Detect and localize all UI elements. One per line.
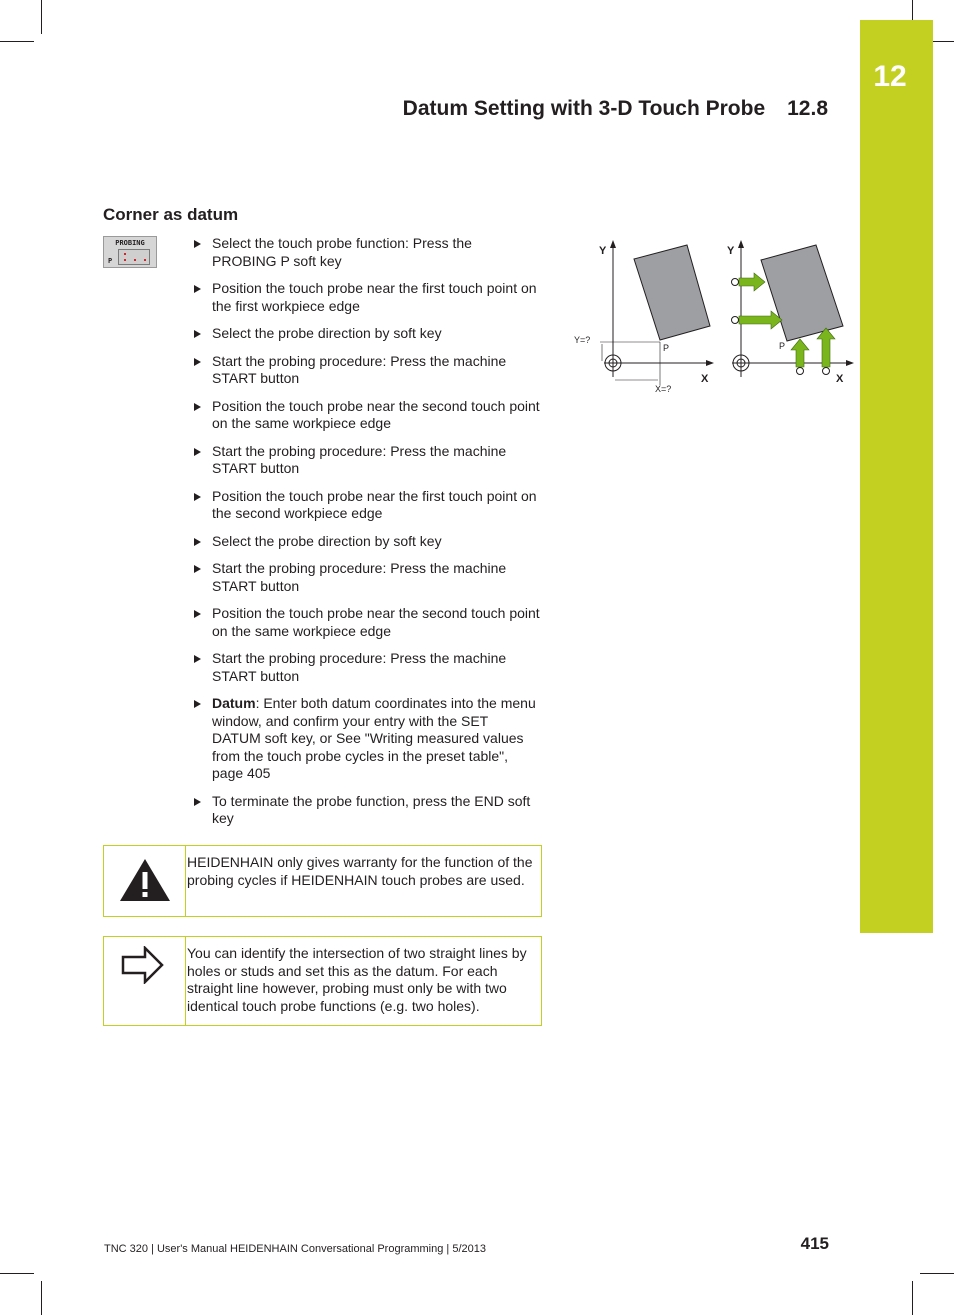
step-text: Select the probe direction by soft key xyxy=(212,325,442,341)
left-point-label: P xyxy=(663,343,670,353)
left-workpiece xyxy=(634,245,710,340)
warning-note xyxy=(103,845,542,917)
step-text: Position the touch probe near the first touch point on the second workpiece edge xyxy=(212,487,537,521)
list-item xyxy=(190,235,540,270)
list-item xyxy=(190,398,540,433)
section-title: Corner as datum xyxy=(103,205,239,224)
bullet-arrow-icon xyxy=(194,610,201,618)
bullet-arrow-icon xyxy=(194,700,201,708)
step-keyword: Datum xyxy=(212,695,256,711)
step-list xyxy=(190,235,540,838)
probe-start-point xyxy=(732,317,739,324)
bullet-arrow-icon xyxy=(194,330,201,338)
bullet-arrow-icon xyxy=(194,358,201,366)
step-text: Position the touch probe near the first touch point on the first workpiece edge xyxy=(212,280,537,314)
list-item xyxy=(190,353,540,388)
probe-start-point xyxy=(797,368,804,375)
bullet-arrow-icon xyxy=(194,493,201,501)
corner-datum-figure xyxy=(568,232,858,402)
note-icon-cell xyxy=(104,846,186,916)
crop-mark xyxy=(912,1281,913,1315)
x-unknown-label: X=? xyxy=(655,384,672,394)
chapter-number: 12 xyxy=(873,60,907,93)
footer-text: TNC 320 | User's Manual HEIDENHAIN Conversational Programming | 5/2013 xyxy=(104,1243,486,1255)
step-text: Start the probing procedure: Press the machine START button xyxy=(212,442,507,476)
list-item xyxy=(190,488,540,523)
step-text: Select the touch probe function: Press the PROBING P soft key xyxy=(212,235,472,269)
probe-start-point xyxy=(823,368,830,375)
probe-arrow-vertical-2 xyxy=(817,328,835,367)
crop-mark xyxy=(920,1273,954,1274)
page-number: 415 xyxy=(800,1234,829,1253)
chapter-tab xyxy=(860,20,933,933)
bullet-arrow-icon xyxy=(194,403,201,411)
tip-note xyxy=(103,936,542,1026)
bullet-arrow-icon xyxy=(194,285,201,293)
step-text: Position the touch probe near the second touch point on the same workpiece edge xyxy=(212,605,540,639)
bullet-arrow-icon xyxy=(194,538,201,546)
note-icon-cell xyxy=(104,937,186,1025)
left-axis-y-label: Y xyxy=(599,245,607,257)
left-axis-x-label: X xyxy=(701,373,709,385)
right-axis-y-label: Y xyxy=(727,245,735,257)
step-text: Position the touch probe near the second touch point on the same workpiece edge xyxy=(212,397,540,431)
crop-mark xyxy=(41,1281,42,1315)
right-x-axis-arrow-icon xyxy=(846,360,854,366)
list-item xyxy=(190,793,540,828)
left-x-axis-arrow-icon xyxy=(706,360,714,366)
left-y-axis-arrow-icon xyxy=(610,240,616,248)
crop-mark xyxy=(41,0,42,34)
list-item xyxy=(190,533,540,551)
probing-softkey-icon xyxy=(103,236,157,268)
bullet-arrow-icon xyxy=(194,448,201,456)
probe-arrow-horizontal-1 xyxy=(739,273,765,291)
list-item xyxy=(190,280,540,315)
probe-arrow-horizontal-2 xyxy=(739,311,782,329)
running-head xyxy=(403,97,828,121)
right-axis-x-label: X xyxy=(836,373,844,385)
list-item xyxy=(190,443,540,478)
tip-text: You can identify the intersection of two straight lines by holes or studs and set this as the datum. For each straight line however, probing must only be with two identical touch probe functions (e.g. two holes). xyxy=(187,945,527,1014)
softkey-dot xyxy=(124,253,126,255)
bullet-arrow-icon xyxy=(194,240,201,248)
step-text: : Enter both datum coordinates into the menu window, and confirm your entry with the SET DATUM soft key, or See "Writing measured values from the touch probe cycles in the preset table", page 405 xyxy=(212,695,536,781)
bullet-arrow-icon xyxy=(194,798,201,806)
arrow-right-icon xyxy=(121,946,165,984)
warning-text: HEIDENHAIN only gives warranty for the function of the probing cycles if HEIDENHAIN touch probes are used. xyxy=(187,854,533,888)
list-item xyxy=(190,560,540,595)
softkey-dot xyxy=(134,259,136,261)
bullet-arrow-icon xyxy=(194,565,201,573)
step-text: Start the probing procedure: Press the machine START button xyxy=(212,352,507,386)
bullet-arrow-icon xyxy=(194,655,201,663)
list-item xyxy=(190,650,540,685)
warning-icon xyxy=(118,857,172,903)
list-item xyxy=(190,695,540,783)
step-text: Start the probing procedure: Press the machine START button xyxy=(212,650,507,684)
probe-start-point xyxy=(732,279,739,286)
softkey-label: PROBING xyxy=(115,239,145,247)
section-number: 12.8 xyxy=(787,97,828,120)
right-point-label: P xyxy=(779,341,786,351)
softkey-sub-label: P xyxy=(108,257,113,265)
list-item xyxy=(190,325,540,343)
softkey-dot xyxy=(144,259,146,261)
crop-mark xyxy=(0,1273,34,1274)
list-item xyxy=(190,605,540,640)
step-text: To terminate the probe function, press the END soft key xyxy=(212,792,531,826)
softkey-dot xyxy=(124,259,126,261)
crop-mark xyxy=(0,41,34,42)
right-y-axis-arrow-icon xyxy=(738,240,744,248)
step-text: Start the probing procedure: Press the machine START button xyxy=(212,560,507,594)
step-text: Select the probe direction by soft key xyxy=(212,532,442,549)
running-title: Datum Setting with 3-D Touch Probe xyxy=(402,97,766,120)
y-unknown-label: Y=? xyxy=(574,335,591,345)
softkey-corner-graphic xyxy=(118,249,150,265)
